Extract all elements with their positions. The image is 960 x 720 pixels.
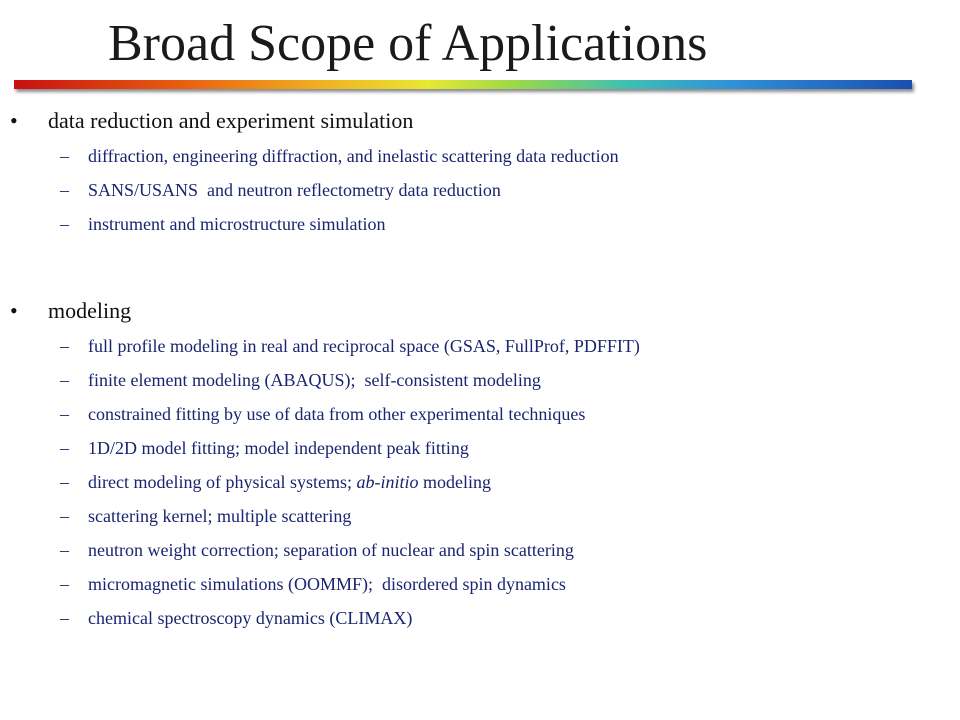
- bullet-icon: •: [10, 298, 18, 323]
- dash-icon: –: [60, 404, 69, 424]
- sub-item-text: scattering kernel; multiple scattering: [88, 506, 352, 526]
- dash-icon: –: [60, 472, 69, 492]
- title-gradient-bar: [14, 80, 912, 89]
- dash-icon: –: [60, 506, 69, 526]
- sub-item-text-post: modeling: [418, 472, 491, 492]
- dash-icon: –: [60, 180, 69, 200]
- sub-item-text: micromagnetic simulations (OOMMF); disordered spin dynamics: [88, 574, 566, 594]
- dash-icon: –: [60, 214, 69, 234]
- bullet-text: data reduction and experiment simulation: [48, 108, 414, 133]
- sub-item-text: finite element modeling (ABAQUS); self-consistent modeling: [88, 370, 541, 390]
- sub-item-text: constrained fitting by use of data from other experimental techniques: [88, 404, 586, 424]
- dash-icon: –: [60, 540, 69, 560]
- sub-item-text: instrument and microstructure simulation: [88, 214, 386, 234]
- dash-icon: –: [60, 438, 69, 458]
- slide-title: Broad Scope of Applications: [108, 15, 708, 72]
- dash-icon: –: [60, 574, 69, 594]
- sub-item-text-italic: ab-initio: [356, 472, 419, 492]
- sub-item-text: full profile modeling in real and reciprocal space (GSAS, FullProf, PDFFIT): [88, 336, 640, 356]
- sub-item-text: SANS/USANS and neutron reflectometry data reduction: [88, 180, 501, 200]
- sub-item-text: 1D/2D model fitting; model independent peak fitting: [88, 438, 469, 458]
- sub-item-text: diffraction, engineering diffraction, and inelastic scattering data reduction: [88, 146, 619, 166]
- dash-icon: –: [60, 608, 69, 628]
- bullet-text: modeling: [48, 298, 132, 323]
- dash-icon: –: [60, 370, 69, 390]
- bullet-icon: •: [10, 108, 18, 133]
- sub-item-text: neutron weight correction; separation of nuclear and spin scattering: [88, 540, 574, 560]
- dash-icon: –: [60, 336, 69, 356]
- sub-item-text: [88, 472, 491, 493]
- sub-item-text-pre: direct modeling of physical systems;: [88, 472, 357, 492]
- dash-icon: –: [60, 146, 69, 166]
- sub-item-text: chemical spectroscopy dynamics (CLIMAX): [88, 608, 413, 628]
